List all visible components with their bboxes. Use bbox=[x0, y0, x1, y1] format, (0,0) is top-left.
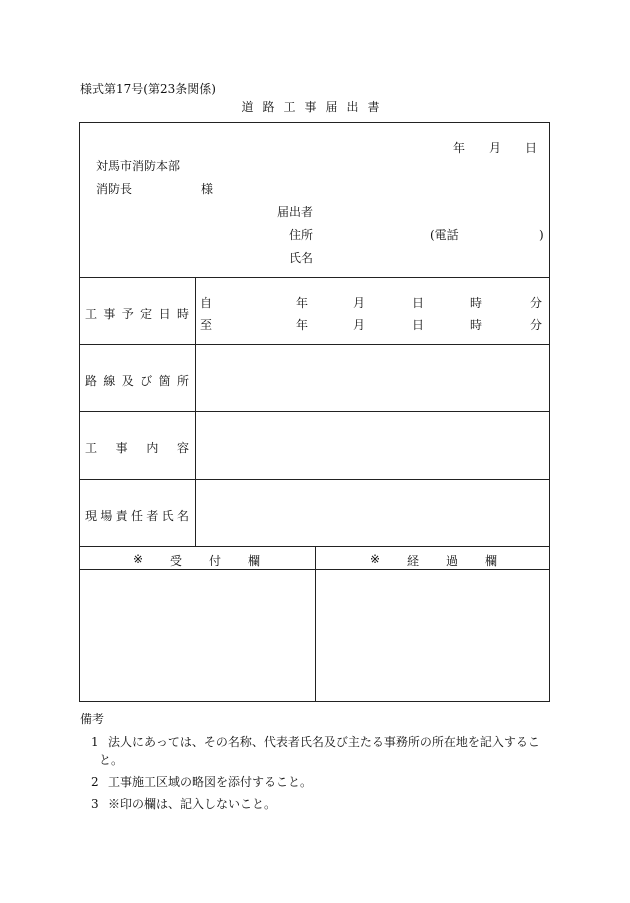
label-char: 者 bbox=[146, 509, 159, 523]
to-day-label: 日 bbox=[412, 318, 425, 332]
form-title: 道路工事届出書 bbox=[241, 100, 389, 114]
label-char: 現 bbox=[85, 509, 98, 523]
note-2-text: 工事施工区域の略図を添付すること。 bbox=[108, 775, 313, 789]
date-day-label: 日 bbox=[525, 141, 538, 155]
from-year-label: 年 bbox=[296, 296, 309, 310]
note-1-continuation: と。 bbox=[99, 753, 124, 767]
label-char: 任 bbox=[130, 509, 143, 523]
content-label bbox=[85, 439, 189, 456]
from-marker: 自 bbox=[200, 296, 213, 310]
notifier-label: 届出者 bbox=[277, 205, 314, 219]
notes-heading: 備考 bbox=[80, 712, 105, 726]
from-day-label: 日 bbox=[412, 296, 425, 310]
office-use-divider bbox=[315, 546, 316, 702]
from-minute-label: 分 bbox=[530, 296, 543, 310]
row-divider bbox=[79, 411, 550, 412]
label-char: 経 bbox=[407, 554, 420, 568]
address-label: 住所 bbox=[289, 228, 314, 242]
addressee-honorific: 様 bbox=[201, 182, 214, 196]
label-char: 事 bbox=[115, 441, 128, 455]
label-char: 欄 bbox=[484, 554, 497, 568]
label-char: 事 bbox=[103, 307, 116, 321]
row-divider bbox=[79, 479, 550, 480]
label-char: 及 bbox=[121, 374, 134, 388]
label-char: 工 bbox=[85, 307, 98, 321]
note-2-number: 2 bbox=[91, 775, 99, 789]
note-3-number: 3 bbox=[91, 797, 99, 811]
name-label: 氏名 bbox=[289, 251, 314, 265]
label-char: 欄 bbox=[247, 554, 260, 568]
to-month-label: 月 bbox=[353, 318, 366, 332]
note-1-number: 1 bbox=[91, 735, 99, 749]
label-char: び bbox=[140, 374, 153, 388]
label-char: 予 bbox=[121, 307, 134, 321]
label-char: 所 bbox=[176, 374, 189, 388]
to-hour-label: 時 bbox=[470, 318, 483, 332]
from-month-label: 月 bbox=[353, 296, 366, 310]
label-char: 責 bbox=[115, 509, 128, 523]
addressee-title: 消防長 bbox=[96, 182, 133, 196]
label-column-divider bbox=[195, 277, 196, 546]
progress-header bbox=[370, 552, 497, 569]
date-year-label: 年 bbox=[453, 141, 466, 155]
to-marker: 至 bbox=[200, 318, 213, 332]
label-char: ※ bbox=[133, 552, 144, 566]
label-char: 内 bbox=[146, 441, 159, 455]
label-char: 定 bbox=[140, 307, 153, 321]
form-number: 様式第17号(第23条関係) bbox=[80, 82, 216, 96]
label-char: 日 bbox=[158, 307, 171, 321]
label-char: ※ bbox=[370, 552, 381, 566]
to-year-label: 年 bbox=[296, 318, 309, 332]
label-char: 受 bbox=[170, 554, 183, 568]
supervisor-label bbox=[85, 507, 189, 524]
schedule-label bbox=[85, 305, 189, 322]
label-char: 付 bbox=[208, 554, 221, 568]
route-label bbox=[85, 372, 189, 389]
label-char: 線 bbox=[103, 374, 116, 388]
label-char: 箇 bbox=[158, 374, 171, 388]
note-1-text: 法人にあっては、その名称、代表者氏名及び主たる事務所の所在地を記入するこ bbox=[108, 735, 540, 749]
label-char: 路 bbox=[85, 374, 98, 388]
label-char: 容 bbox=[176, 441, 189, 455]
to-minute-label: 分 bbox=[530, 318, 543, 332]
from-hour-label: 時 bbox=[470, 296, 483, 310]
phone-close: ) bbox=[539, 228, 544, 242]
row-divider bbox=[79, 277, 550, 278]
date-month-label: 月 bbox=[489, 141, 502, 155]
label-char: 時 bbox=[176, 307, 189, 321]
label-char: 工 bbox=[85, 441, 98, 455]
label-char: 名 bbox=[176, 509, 189, 523]
label-char: 過 bbox=[445, 554, 458, 568]
note-3-text: ※印の欄は、記入しないこと。 bbox=[108, 797, 277, 811]
phone-open: (電話 bbox=[430, 228, 459, 242]
row-divider bbox=[79, 344, 550, 345]
label-char: 氏 bbox=[161, 509, 174, 523]
label-char: 場 bbox=[100, 509, 113, 523]
reception-header bbox=[133, 552, 260, 569]
addressee-org: 対馬市消防本部 bbox=[96, 159, 181, 173]
